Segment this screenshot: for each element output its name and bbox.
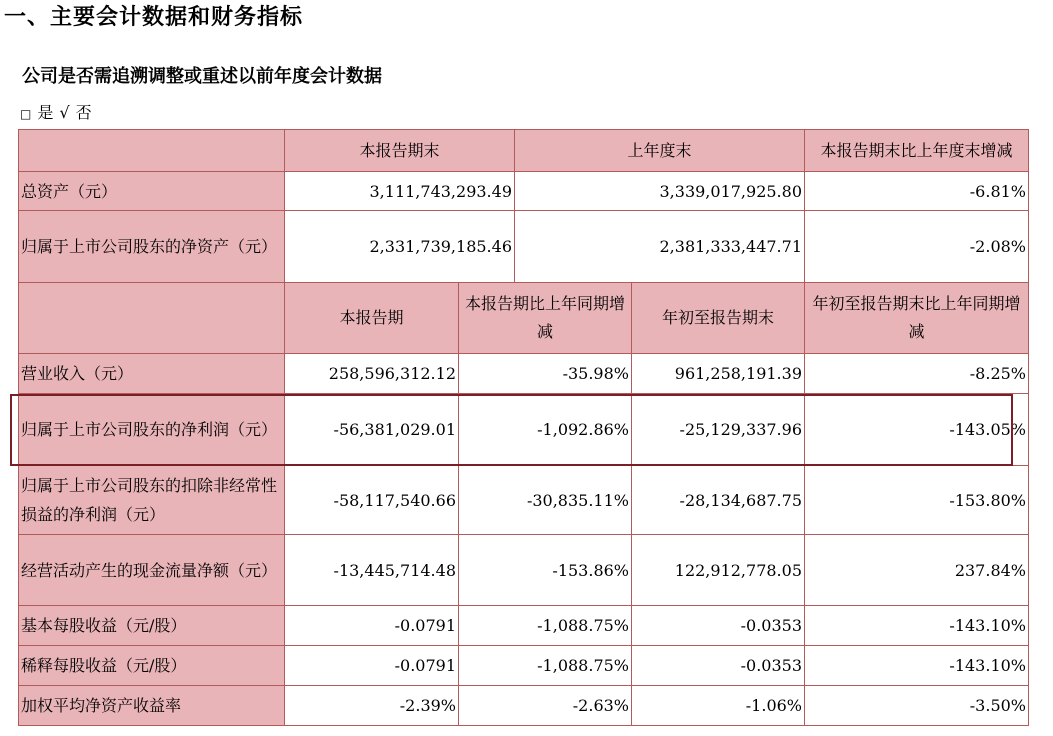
table-cell: -2.63% <box>459 686 632 726</box>
section-heading: 一、主要会计数据和财务指标 <box>4 5 304 30</box>
table-cell: -153.86% <box>459 535 632 606</box>
table-cell: -0.0353 <box>632 606 805 646</box>
table1-header-col1: 本报告期末 <box>285 130 515 172</box>
row-label: 经营活动产生的现金流量净额（元） <box>19 535 285 606</box>
table2-header-col2: 本报告期比上年同期增减 <box>459 283 632 354</box>
table-cell: 961,258,191.39 <box>632 354 805 394</box>
table-cell: 122,912,778.05 <box>632 535 805 606</box>
table-cell: -0.0791 <box>285 646 459 686</box>
table-cell: 3,111,743,293.49 <box>285 172 515 211</box>
row-label: 总资产（元） <box>19 172 285 211</box>
table-cell: -1,088.75% <box>459 646 632 686</box>
table-cell: -13,445,714.48 <box>285 535 459 606</box>
table-cell: 2,381,333,447.71 <box>515 211 805 283</box>
restatement-choice <box>20 100 98 123</box>
table2-header-col3: 年初至报告期末 <box>632 283 805 354</box>
table-cell: -143.10% <box>805 646 1029 686</box>
table-cell: -25,129,337.96 <box>632 394 805 466</box>
table-cell: -8.25% <box>805 354 1029 394</box>
table-cell: -3.50% <box>805 686 1029 726</box>
table-cell: 3,339,017,925.80 <box>515 172 805 211</box>
checkmark-icon: √ <box>59 103 70 122</box>
row-label: 归属于上市公司股东的净利润（元） <box>19 394 285 466</box>
table-cell: -6.81% <box>805 172 1029 211</box>
table-cell: -35.98% <box>459 354 632 394</box>
choice-no-label: 否 <box>75 103 92 122</box>
row-label: 归属于上市公司股东的净资产（元） <box>19 211 285 283</box>
table-cell: -143.10% <box>805 606 1029 646</box>
table2-header-col1: 本报告期 <box>285 283 459 354</box>
financial-table <box>18 129 1029 726</box>
table-cell: -56,381,029.01 <box>285 394 459 466</box>
table1-header-col3: 本报告期末比上年度末增减 <box>805 130 1029 172</box>
row-label: 基本每股收益（元/股） <box>19 606 285 646</box>
table-cell: -28,134,687.75 <box>632 466 805 535</box>
table-cell: 237.84% <box>805 535 1029 606</box>
table-cell: -2.39% <box>285 686 459 726</box>
subheading: 公司是否需追溯调整或重述以前年度会计数据 <box>22 66 382 87</box>
table-cell: 258,596,312.12 <box>285 354 459 394</box>
table-cell: -1,088.75% <box>459 606 632 646</box>
table-cell: 2,331,739,185.46 <box>285 211 515 283</box>
table1-header-col2: 上年度末 <box>515 130 805 172</box>
row-label: 稀释每股收益（元/股） <box>19 646 285 686</box>
row-label: 营业收入（元） <box>19 354 285 394</box>
table1-header-corner <box>19 130 285 172</box>
table-cell: -2.08% <box>805 211 1029 283</box>
checkbox-empty-icon: □ <box>20 107 32 121</box>
row-label: 加权平均净资产收益率 <box>19 686 285 726</box>
table-cell: -0.0791 <box>285 606 459 646</box>
table-cell: -0.0353 <box>632 646 805 686</box>
table-cell: -1.06% <box>632 686 805 726</box>
table-cell: -58,117,540.66 <box>285 466 459 535</box>
table-cell: -1,092.86% <box>459 394 632 466</box>
table-cell: -143.05% <box>805 394 1029 466</box>
table-cell: -153.80% <box>805 466 1029 535</box>
table2-header-corner <box>19 283 285 354</box>
table-cell: -30,835.11% <box>459 466 632 535</box>
row-label: 归属于上市公司股东的扣除非经常性损益的净利润（元） <box>19 466 285 535</box>
choice-yes-label: 是 <box>37 103 54 122</box>
table2-header-col4: 年初至报告期末比上年同期增减 <box>805 283 1029 354</box>
